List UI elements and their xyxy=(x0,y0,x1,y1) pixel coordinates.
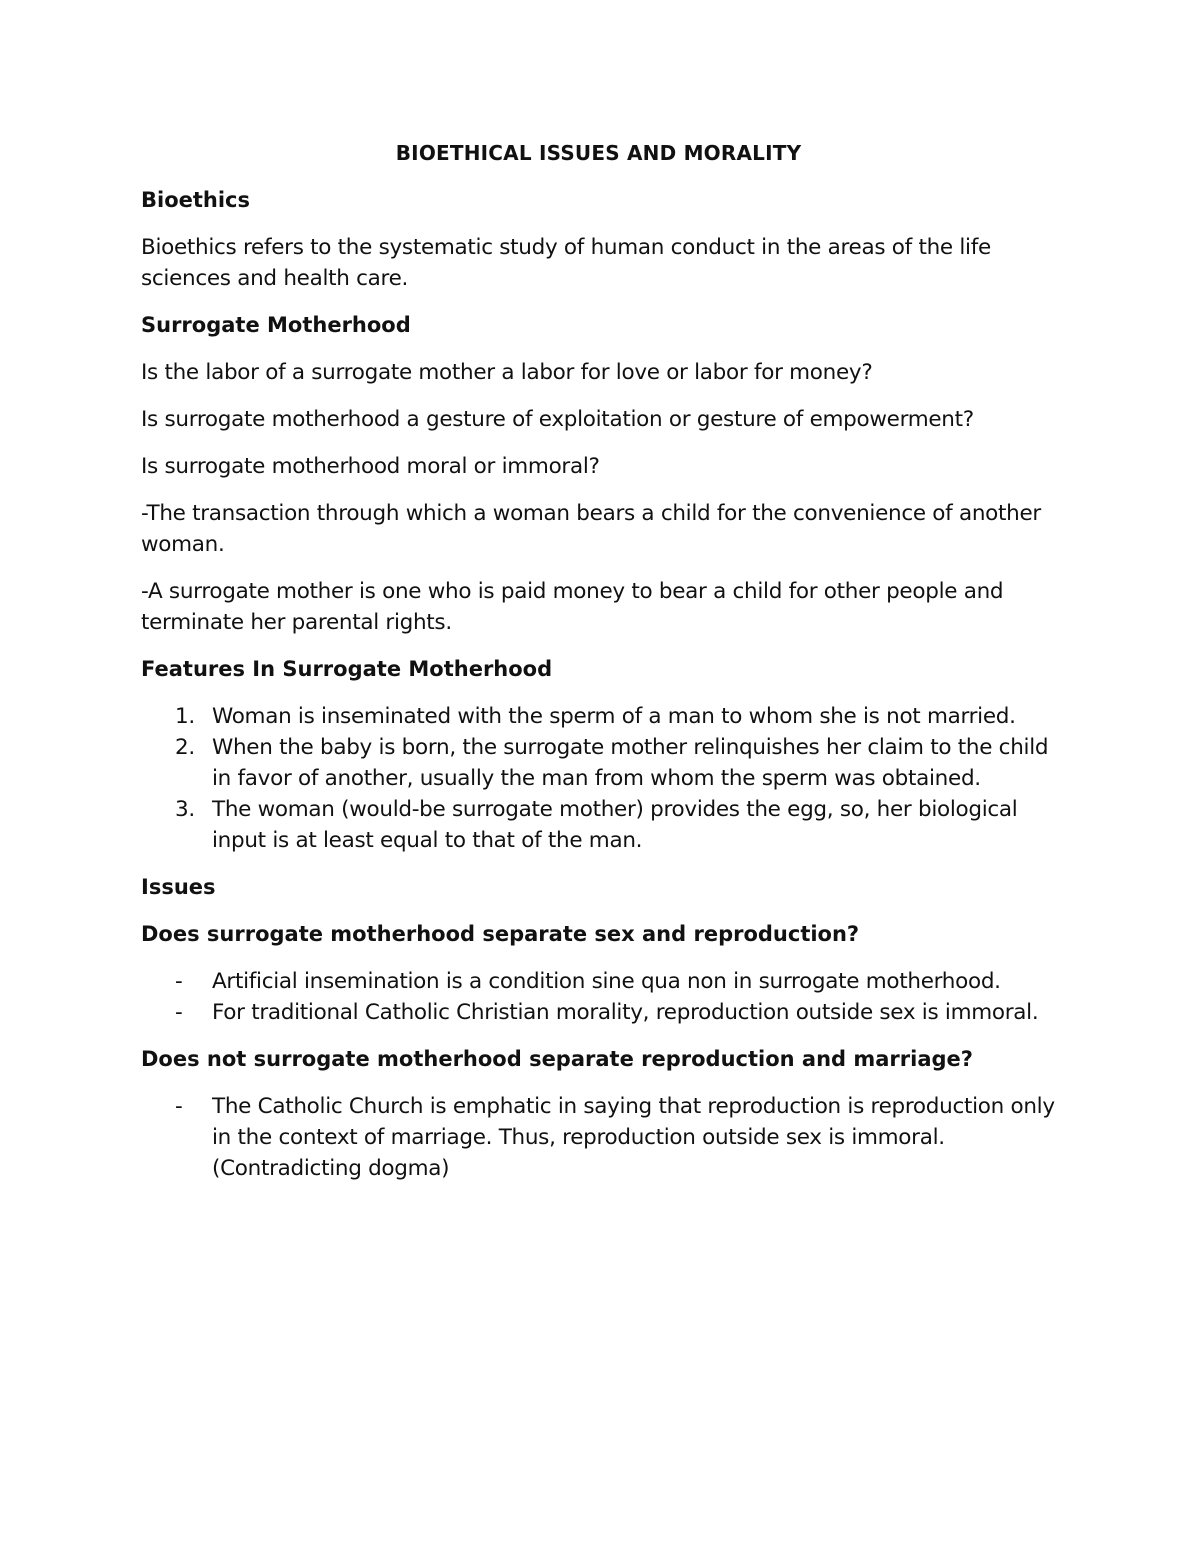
list-item-text: Woman is inseminated with the sperm of a man to whom she is not married. xyxy=(212,704,1016,729)
features-list xyxy=(141,701,1056,856)
issue-sex-reproduction-heading: Does surrogate motherhood separate sex and reproduction? xyxy=(141,922,860,946)
list-item-text: For traditional Catholic Christian morality, reproduction outside sex is immoral. xyxy=(212,1000,1039,1025)
list-item-text: Artificial insemination is a condition sine qua non in surrogate motherhood. xyxy=(212,969,1001,994)
question-labor: Is the labor of a surrogate mother a labor for love or labor for money? xyxy=(141,360,873,385)
issue-sex-reproduction-list xyxy=(141,966,1056,1028)
list-dash: - xyxy=(175,1094,183,1119)
list-item-text: The woman (would-be surrogate mother) provides the egg, so, her biological input is at least equal to that of the man. xyxy=(212,797,1018,853)
list-item xyxy=(141,997,1056,1028)
question-exploitation: Is surrogate motherhood a gesture of exploitation or gesture of empowerment? xyxy=(141,407,974,432)
list-item-text: When the baby is born, the surrogate mother relinquishes her claim to the child in favor of another, usually the man from whom the sperm was obtained. xyxy=(212,735,1049,791)
document-page xyxy=(141,138,1056,1200)
list-item xyxy=(141,701,1056,732)
question-morality: Is surrogate motherhood moral or immoral? xyxy=(141,454,600,479)
surrogate-motherhood-heading: Surrogate Motherhood xyxy=(141,313,411,337)
features-heading: Features In Surrogate Motherhood xyxy=(141,657,553,681)
list-dash: - xyxy=(175,969,183,994)
issue-reproduction-marriage-heading: Does not surrogate motherhood separate reproduction and marriage? xyxy=(141,1047,973,1071)
list-item xyxy=(141,794,1056,856)
document-title: BIOETHICAL ISSUES AND MORALITY xyxy=(395,141,802,165)
list-number: 1. xyxy=(175,704,195,729)
issue-reproduction-marriage-list xyxy=(141,1091,1056,1184)
definition-transaction: -The transaction through which a woman bears a child for the convenience of another woman. xyxy=(141,501,1041,557)
definition-surrogate-mother: -A surrogate mother is one who is paid money to bear a child for other people and terminate her parental rights. xyxy=(141,579,1004,635)
list-number: 2. xyxy=(175,735,195,760)
list-item xyxy=(141,732,1056,794)
list-item-text: The Catholic Church is emphatic in saying that reproduction is reproduction only in the context of marriage. Thus, reproduction outside sex is immoral. (Contradicting dogma) xyxy=(212,1094,1055,1181)
bioethics-definition: Bioethics refers to the systematic study of human conduct in the areas of the life sciences and health care. xyxy=(141,235,991,291)
issues-heading: Issues xyxy=(141,875,216,899)
list-dash: - xyxy=(175,1000,183,1025)
list-item xyxy=(141,966,1056,997)
list-item xyxy=(141,1091,1056,1184)
list-number: 3. xyxy=(175,797,195,822)
bioethics-heading: Bioethics xyxy=(141,188,251,212)
